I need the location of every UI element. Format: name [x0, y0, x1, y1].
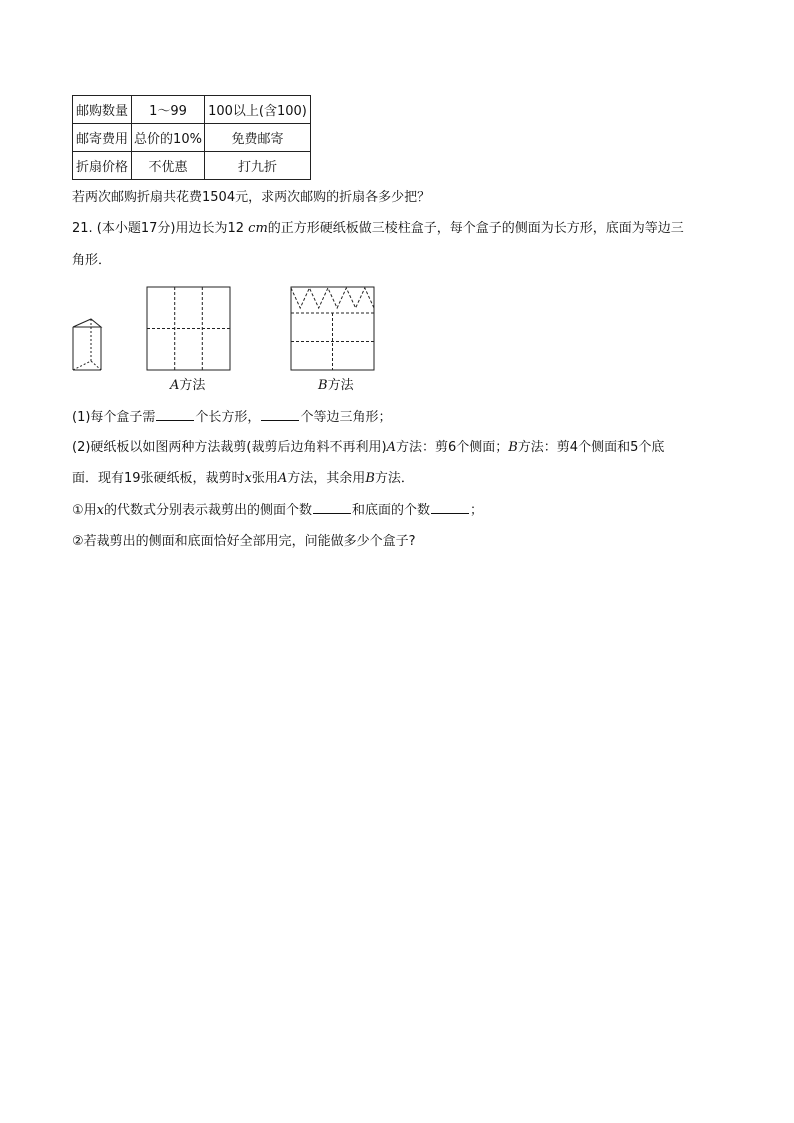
part2-letter-a: A: [386, 440, 396, 455]
table-cell: 100以上(含100): [205, 96, 311, 124]
method-a-figure: [145, 285, 233, 373]
q21-unit: cm: [248, 221, 268, 236]
q21-part2-line1: [72, 438, 664, 458]
table-cell: 邮购数量: [73, 96, 132, 124]
table-cell: 总价的10%: [132, 124, 205, 152]
part2-text-b: 方法：剪6个侧面；: [395, 440, 509, 455]
method-b-figure: [289, 285, 377, 373]
table-cell: 邮寄费用: [73, 124, 132, 152]
subpart1-text-d: ；: [470, 503, 484, 518]
part2-text-a: (2)硬纸板以如图两种方法裁剪(裁剪后边角料不再利用): [72, 440, 387, 455]
prism-figure: [70, 316, 106, 374]
fee-table: [72, 95, 311, 180]
q21-prefix: 21. (本小题17分)用边长为12: [72, 221, 249, 236]
table-cell: 免费邮寄: [205, 124, 311, 152]
q21-stem-line2: 角形．: [72, 253, 112, 268]
answer-blank[interactable]: [156, 407, 194, 421]
q21-part1: [72, 407, 391, 428]
part2-var-x: x: [244, 471, 252, 486]
part2-text-c: 方法：剪4个侧面和5个底: [517, 440, 665, 455]
answer-blank[interactable]: [313, 500, 351, 514]
table-row: [73, 96, 311, 124]
caption-a-text: 方法: [179, 378, 206, 393]
method-b-caption: [318, 374, 354, 393]
q21-stem-line1: [72, 219, 684, 239]
answer-blank[interactable]: [431, 500, 469, 514]
part2-letter-a2: A: [277, 471, 288, 486]
table-cell: 打九折: [205, 152, 311, 180]
subpart1-text-b: 的代数式分别表示裁剪出的侧面个数: [104, 503, 313, 518]
subpart1-var-x: x: [96, 503, 104, 518]
table-row: [73, 124, 311, 152]
subpart1-text-a: ①用: [72, 503, 97, 518]
part2-text-d: 面．现有19张硬纸板，裁剪时: [72, 471, 245, 486]
part1-text-a: (1)每个盒子需: [72, 410, 156, 425]
method-a-caption: [170, 374, 205, 393]
part2-text-e: 张用: [251, 471, 278, 486]
part1-text-b: 个长方形，: [195, 410, 261, 425]
caption-a-letter: A: [170, 378, 180, 393]
part1-text-c: 个等边三角形；: [300, 410, 392, 425]
q21-part2-line2: [72, 469, 414, 489]
q20-question: 若两次邮购折扇共花费1504元，求两次邮购的折扇各多少把？: [72, 190, 431, 205]
q21-subpart1: [72, 500, 483, 521]
q21-rest1: 的正方形硬纸板做三棱柱盒子，每个盒子的侧面为长方形，底面为等边三: [267, 221, 684, 236]
table-cell: 折扇价格: [73, 152, 132, 180]
part2-letter-b: B: [508, 440, 518, 455]
table-cell: 不优惠: [132, 152, 205, 180]
table-cell: 1～99: [132, 96, 205, 124]
answer-blank[interactable]: [261, 407, 299, 421]
caption-b-letter: B: [318, 378, 328, 393]
q21-subpart2: ②若裁剪出的侧面和底面恰好全部用完，问能做多少个盒子?: [72, 534, 416, 549]
part2-text-g: 方法．: [374, 471, 414, 486]
part2-letter-b2: B: [365, 471, 375, 486]
table-row: [73, 152, 311, 180]
part2-text-f: 方法，其余用: [287, 471, 366, 486]
caption-b-text: 方法: [327, 378, 354, 393]
subpart1-text-c: 和底面的个数: [352, 503, 431, 518]
